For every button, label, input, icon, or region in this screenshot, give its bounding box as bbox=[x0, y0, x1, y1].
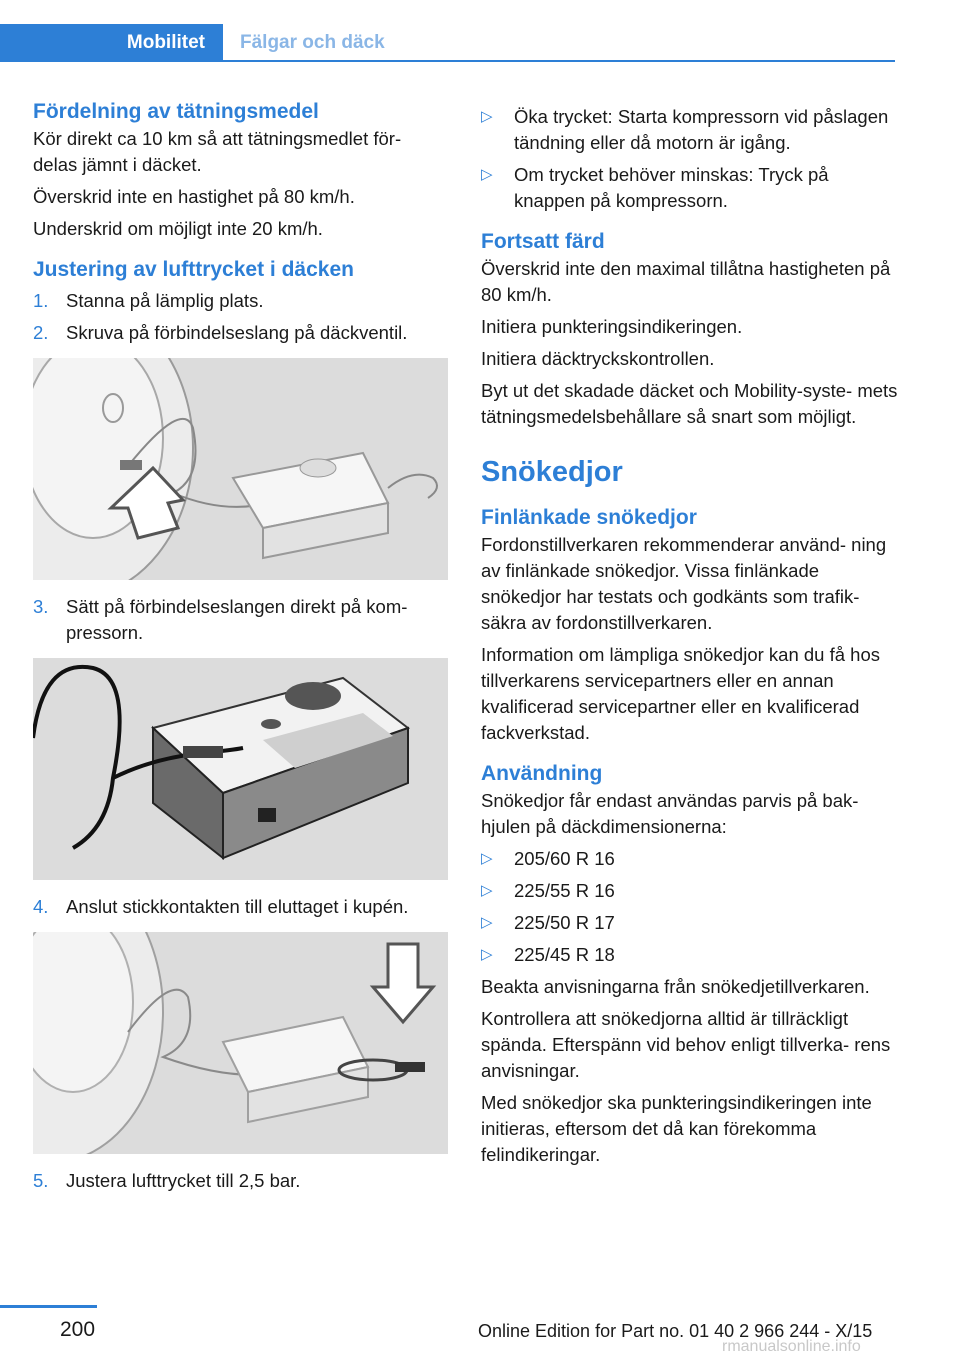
tire-size-item bbox=[481, 878, 901, 904]
triangle-bullet-icon: ▷ bbox=[481, 882, 493, 899]
tire-size-item bbox=[481, 846, 901, 872]
paragraph: Initiera punkteringsindikeringen. bbox=[481, 316, 743, 337]
heading-justering: Justering av lufttrycket i däcken bbox=[33, 258, 354, 281]
header-divider bbox=[223, 60, 895, 62]
step-item bbox=[33, 894, 448, 920]
tire-size: 225/45 R 18 bbox=[514, 944, 615, 965]
paragraph: Kör direkt ca 10 km så att tätningsmedlet för‐ delas jämnt i däcket. bbox=[33, 128, 402, 175]
tab-mobilitet[interactable]: Mobilitet bbox=[0, 24, 223, 62]
triangle-bullet-icon: ▷ bbox=[481, 850, 493, 867]
bullet-item bbox=[481, 162, 901, 214]
paragraph: Information om lämpliga snökedjor kan du få hos tillverkarens servicepartners eller en annan kvalificerad servicepartner eller en kvalificerad fackverkstad. bbox=[481, 644, 880, 743]
heading-anvandning: Användning bbox=[481, 762, 603, 785]
bullet-text: Om trycket behöver minskas: Tryck på knappen på kompressorn. bbox=[514, 164, 829, 211]
step-number: 2. bbox=[33, 322, 49, 343]
footer-accent-line bbox=[0, 1305, 97, 1308]
edition-text: Online Edition for Part no. 01 40 2 966 244 - X/15 bbox=[478, 1321, 873, 1341]
paragraph: Byt ut det skadade däcket och Mobility-syste‐ mets tätningsmedelsbehållare så snart som möjligt. bbox=[481, 380, 898, 427]
step-number: 1. bbox=[33, 290, 49, 311]
step-text: Stanna på lämplig plats. bbox=[66, 290, 264, 311]
illustration-plug-socket bbox=[33, 932, 448, 1154]
illustration-tire-valve-hose bbox=[33, 358, 448, 580]
header-tabs bbox=[0, 24, 895, 62]
right-column bbox=[481, 104, 901, 1174]
paragraph: Överskrid inte den maximal tillåtna hastigheten på 80 km/h. bbox=[481, 258, 891, 305]
bullet-item bbox=[481, 104, 901, 156]
step-item bbox=[33, 320, 448, 346]
paragraph: Överskrid inte en hastighet på 80 km/h. bbox=[33, 186, 355, 207]
step-item bbox=[33, 1168, 448, 1194]
watermark-text: rmanualsonline.info bbox=[722, 1338, 861, 1355]
paragraph: Kontrollera att snökedjorna alltid är tillräckligt spända. Efterspänn vid behov enligt tillverka‐ rens anvisningar. bbox=[481, 1008, 891, 1081]
bullet-text: Öka trycket: Starta kompressorn vid påslagen tändning eller då motorn är igång. bbox=[514, 106, 889, 153]
page-number: 200 bbox=[60, 1318, 96, 1341]
paragraph: Initiera däcktryckskontrollen. bbox=[481, 348, 715, 369]
tire-size: 225/55 R 16 bbox=[514, 880, 615, 901]
step-number: 4. bbox=[33, 896, 49, 917]
left-column bbox=[33, 98, 448, 1200]
step-text: Anslut stickkontakten till eluttaget i kupén. bbox=[66, 896, 409, 917]
tab-falgar-och-dack[interactable]: Fälgar och däck bbox=[240, 32, 385, 53]
step-text: Sätt på förbindelseslangen direkt på kom‐ pressorn. bbox=[66, 596, 408, 643]
step-number: 3. bbox=[33, 596, 49, 617]
paragraph: Fordonstillverkaren rekommenderar använd‐ ning av finlänkade snökedjor. Vissa finlänkade snökedjor har testats och godkänts som trafik‐ säkra av fordonstillverkaren. bbox=[481, 534, 887, 633]
heading-finlankade: Finlänkade snökedjor bbox=[481, 506, 697, 529]
paragraph: Snökedjor får endast användas parvis på bak‐ hjulen på däckdimensionerna: bbox=[481, 790, 859, 837]
step-text: Skruva på förbindelseslang på däckventil. bbox=[66, 322, 408, 343]
step-item bbox=[33, 594, 448, 646]
paragraph: Beakta anvisningarna från snökedjetillverkaren. bbox=[481, 976, 870, 997]
tire-size-item bbox=[481, 910, 901, 936]
paragraph: Med snökedjor ska punkteringsindikeringen inte initieras, eftersom det då kan förekomma felindikeringar. bbox=[481, 1092, 872, 1165]
step-item bbox=[33, 288, 448, 314]
tire-size: 205/60 R 16 bbox=[514, 848, 615, 869]
tire-size: 225/50 R 17 bbox=[514, 912, 615, 933]
triangle-bullet-icon: ▷ bbox=[481, 108, 493, 125]
heading-fordelning: Fördelning av tätningsmedel bbox=[33, 100, 319, 123]
step-text: Justera lufttrycket till 2,5 bar. bbox=[66, 1170, 301, 1191]
heading-snokedjor: Snökedjor bbox=[481, 456, 623, 488]
triangle-bullet-icon: ▷ bbox=[481, 914, 493, 931]
illustration-compressor-hose bbox=[33, 658, 448, 880]
step-number: 5. bbox=[33, 1170, 49, 1191]
tire-size-item bbox=[481, 942, 901, 968]
triangle-bullet-icon: ▷ bbox=[481, 946, 493, 963]
triangle-bullet-icon: ▷ bbox=[481, 166, 493, 183]
paragraph: Underskrid om möjligt inte 20 km/h. bbox=[33, 218, 323, 239]
heading-fortsatt-fard: Fortsatt färd bbox=[481, 230, 605, 253]
